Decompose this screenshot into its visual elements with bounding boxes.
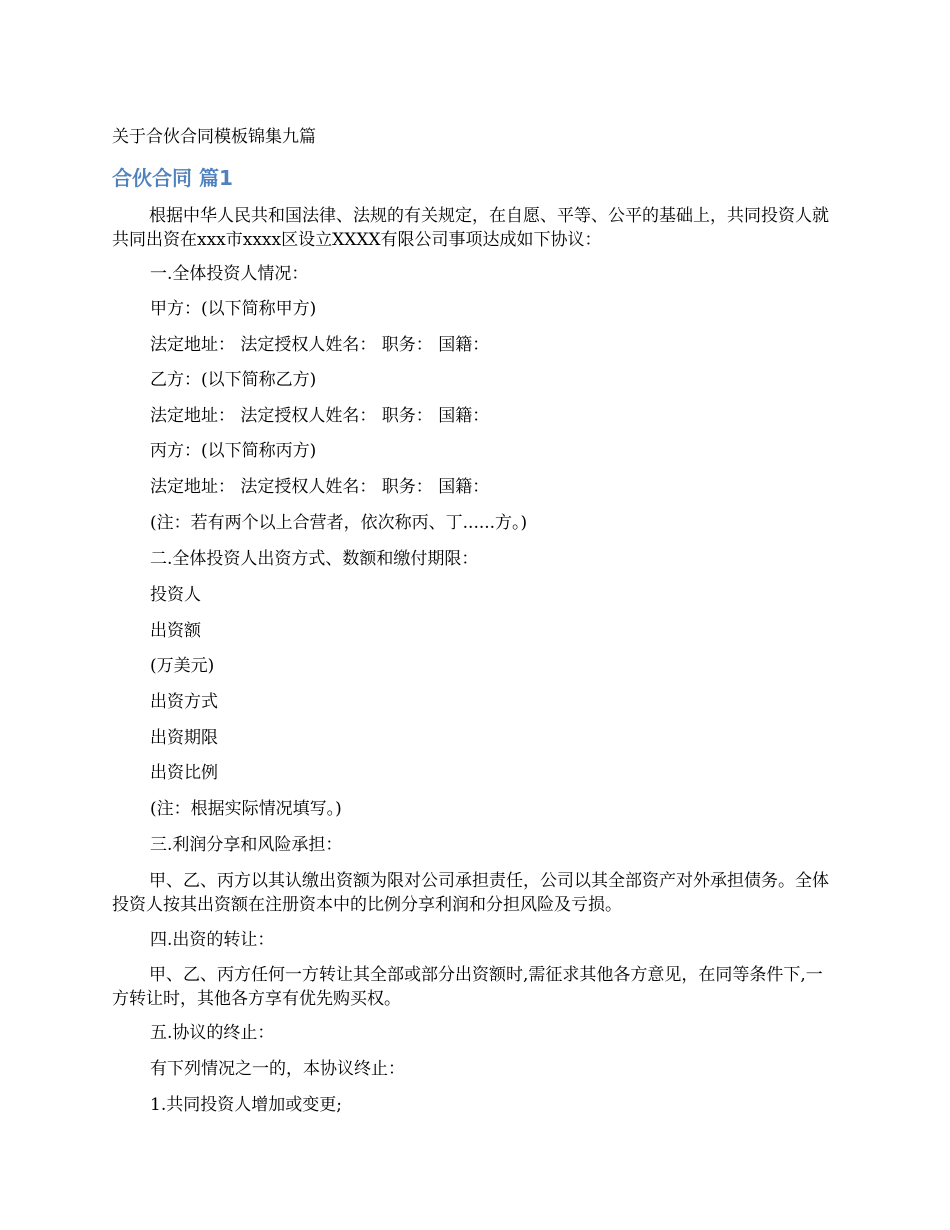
section-transfer: 四.出资的转让： bbox=[150, 930, 275, 950]
section-investors: 一.全体投资人情况： bbox=[150, 264, 309, 284]
party-c-details: 法定地址： 法定授权人姓名： 职务： 国籍： bbox=[150, 477, 490, 497]
document-title: 关于合伙合同模板锦集九篇 bbox=[112, 127, 316, 147]
termination-conditions: 有下列情况之一的，本协议终止： bbox=[150, 1059, 405, 1079]
note-fill: (注：根据实际情况填写。) bbox=[150, 799, 342, 819]
liability-text: 甲、乙、丙方以其认缴出资额为限对公司承担责任，公司以其全部资产对外承担债务。全体投资人按其出资额在注册资本中的比例分享利润和分担风险及亏损。 bbox=[112, 871, 829, 915]
item-period: 出资期限 bbox=[150, 728, 218, 748]
party-c: 丙方：(以下简称丙方) bbox=[150, 441, 317, 461]
transfer-paragraph bbox=[112, 963, 838, 1011]
party-b: 乙方：(以下简称乙方) bbox=[150, 370, 317, 390]
transfer-text: 甲、乙、丙方任何一方转让其全部或部分出资额时,需征求其他各方意见，在同等条件下,一方转让时，其他各方享有优先购买权。 bbox=[112, 965, 823, 1009]
intro-paragraph bbox=[112, 204, 838, 252]
termination-item-1: 1.共同投资人增加或变更; bbox=[150, 1095, 342, 1115]
item-method: 出资方式 bbox=[150, 692, 218, 712]
intro-text: 根据中华人民共和国法律、法规的有关规定，在自愿、平等、公平的基础上，共同投资人就共同出资在xxx市xxxx区设立XXXX有限公司事项达成如下协议： bbox=[112, 206, 829, 250]
item-investor: 投资人 bbox=[150, 585, 201, 605]
section-contribution: 二.全体投资人出资方式、数额和缴付期限： bbox=[150, 549, 479, 569]
party-b-details: 法定地址： 法定授权人姓名： 职务： 国籍： bbox=[150, 406, 490, 426]
item-ratio: 出资比例 bbox=[150, 763, 218, 783]
section-termination: 五.协议的终止： bbox=[150, 1023, 275, 1043]
liability-paragraph bbox=[112, 869, 838, 917]
party-a-details: 法定地址： 法定授权人姓名： 职务： 国籍： bbox=[150, 335, 490, 355]
note-parties: (注：若有两个以上合营者，依次称丙、丁......方。) bbox=[150, 513, 528, 533]
party-a: 甲方：(以下简称甲方) bbox=[150, 299, 317, 319]
item-unit: (万美元) bbox=[150, 656, 215, 676]
item-amount: 出资额 bbox=[150, 621, 201, 641]
section-heading: 合伙合同 篇1 bbox=[112, 166, 233, 190]
section-profit: 三.利润分享和风险承担： bbox=[150, 835, 343, 855]
